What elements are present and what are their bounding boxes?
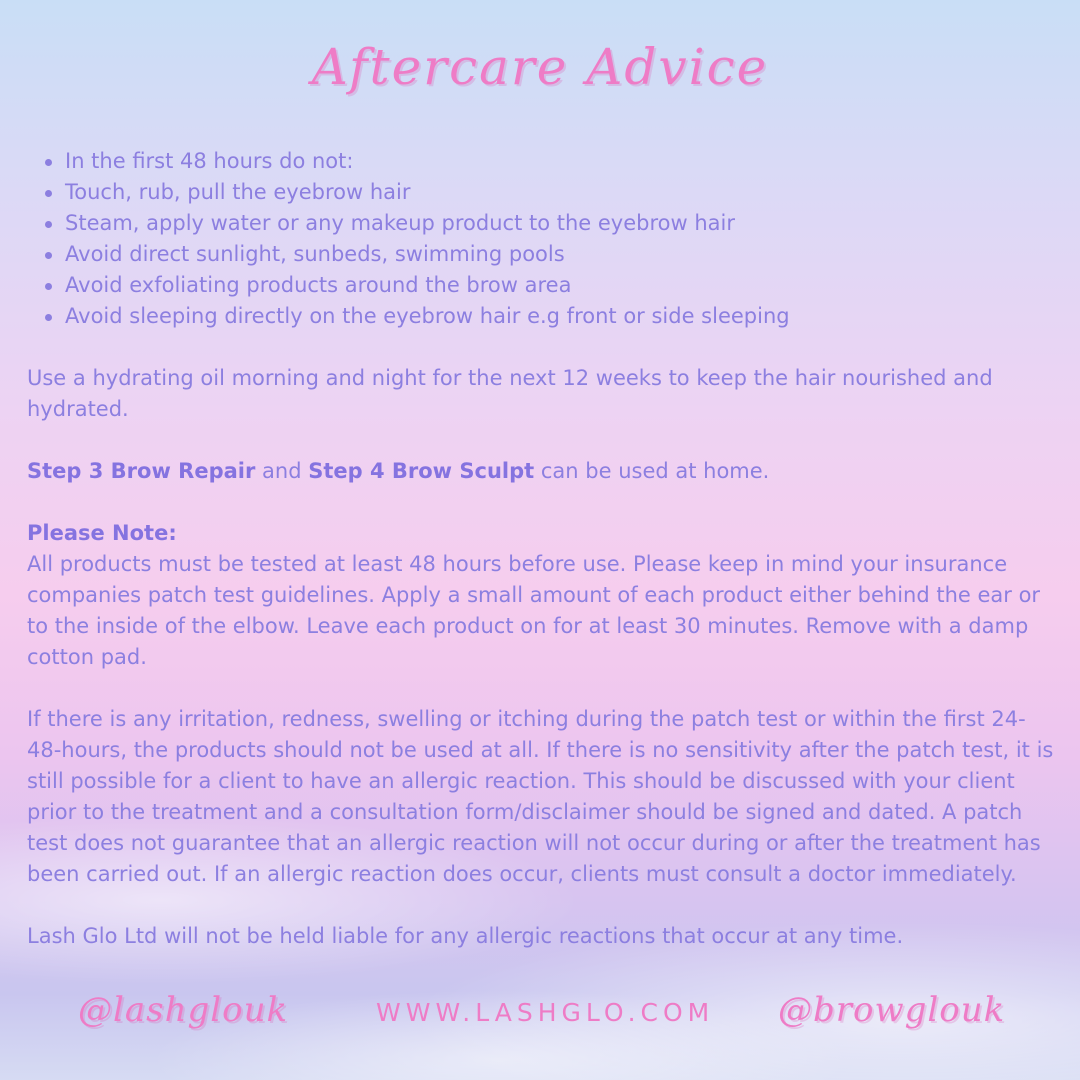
liability-paragraph: Lash Glo Ltd will not be held liable for any allergic reactions that occur at any time. bbox=[27, 924, 904, 948]
footer bbox=[0, 990, 1080, 1050]
advice-content bbox=[27, 146, 1057, 952]
bullet-icon bbox=[45, 314, 52, 321]
aftercare-list bbox=[27, 146, 1057, 332]
irritation-paragraph: If there is any irritation, redness, swelling or itching during the patch test or within the first 24-48-hours, the products should not be used at all. If there is no sensitivity after the patch test, it is still possible for a client to have an allergic reaction. This should be discussed with your client prior to the treatment and a consultation form/disclaimer should be signed and dated. A patch test does not guarantee that an allergic reaction will not occur during or after the treatment has been carried out. If an allergic reaction does occur, clients must consult a doctor immediately. bbox=[27, 707, 1054, 886]
list-item: Avoid direct sunlight, sunbeds, swimming pools bbox=[27, 239, 1057, 270]
page-title: Aftercare Advice bbox=[311, 38, 769, 96]
bullet-icon bbox=[45, 159, 52, 166]
steps-paragraph: Step 3 Brow Repair and Step 4 Brow Sculpt can be used at home. bbox=[27, 459, 770, 483]
list-item: Avoid exfoliating products around the brow area bbox=[27, 270, 1057, 301]
bullet-icon bbox=[45, 283, 52, 290]
list-item: Touch, rub, pull the eyebrow hair bbox=[27, 177, 1057, 208]
list-item: Steam, apply water or any makeup product to the eyebrow hair bbox=[27, 208, 1057, 239]
bullet-icon bbox=[45, 190, 52, 197]
bullet-icon bbox=[45, 252, 52, 259]
oil-paragraph: Use a hydrating oil morning and night for the next 12 weeks to keep the hair nourished and hydrated. bbox=[27, 366, 993, 421]
note-body: All products must be tested at least 48 hours before use. Please keep in mind your insurance companies patch test guidelines. Apply a small amount of each product either behind the ear or to the inside of the elbow. Leave each product on for at least 30 minutes. Remove with a damp cotton pad. bbox=[27, 552, 1041, 669]
list-item: In the first 48 hours do not: bbox=[27, 146, 1057, 177]
step-3-label: Step 3 Brow Repair bbox=[27, 459, 256, 483]
instagram-handle-brow[interactable]: @browglouk bbox=[778, 990, 1006, 1030]
note-heading: Please Note: bbox=[27, 521, 177, 545]
step-4-label: Step 4 Brow Sculpt bbox=[308, 459, 535, 483]
list-item: Avoid sleeping directly on the eyebrow hair e.g front or side sleeping bbox=[27, 301, 1057, 332]
instagram-handle-lash[interactable]: @lashglouk bbox=[78, 990, 289, 1030]
website-link[interactable]: WWW.LASHGLO.COM bbox=[376, 998, 715, 1027]
bullet-icon bbox=[45, 221, 52, 228]
